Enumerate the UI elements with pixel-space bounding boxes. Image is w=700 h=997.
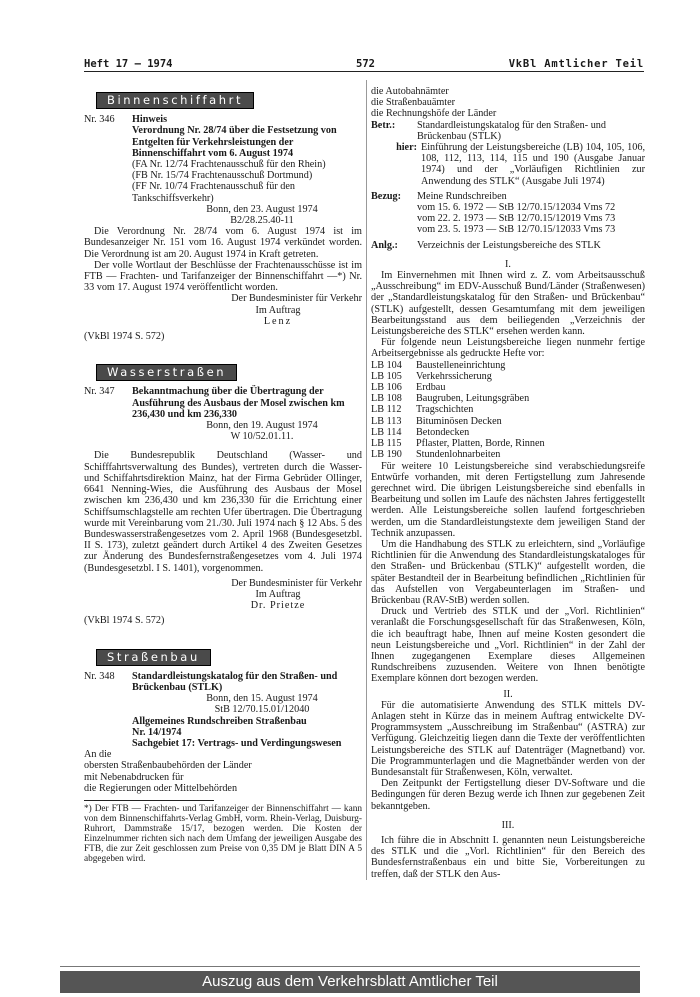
paragraph: Den Zeitpunkt der Fertigstellung dieser DV-Software und die Bedingungen für deren Bezug werde ich Ihnen zur gegebenen Zeit bekanntgeben. xyxy=(371,778,645,812)
entry-348 xyxy=(84,671,362,749)
header-publication: VkBl Amtlicher Teil xyxy=(508,58,644,70)
section-banner-binnenschiffahrt: Binnenschiffahrt xyxy=(96,92,254,109)
reference-line: vom 22. 2. 1973 — StB 12/70.15/12019 Vms 73 xyxy=(417,213,616,225)
hier-block xyxy=(371,142,645,187)
attachment-label: Anlg.: xyxy=(371,239,398,251)
footer-banner: Auszug aus dem Verkehrsblatt Amtlicher Teil xyxy=(60,971,640,993)
footer-rule xyxy=(60,966,640,967)
subject-block xyxy=(371,120,645,142)
header-rule xyxy=(84,71,644,72)
section-heading-1: I. xyxy=(505,258,511,270)
list-item: LB 113 Bituminösen Decken xyxy=(371,415,502,427)
addressee-line: die Rechnungshöfe der Länder xyxy=(371,108,497,120)
section-banner-strassenbau: Straßenbau xyxy=(96,649,211,666)
addressee-line: obersten Straßenbaubehörden der Länder xyxy=(84,760,252,772)
entry-number: Nr. 346 xyxy=(84,114,115,126)
column-divider xyxy=(366,80,367,880)
entry-title: Bekanntmachung über die Übertragung der Ausführung des Ausbaus der Mosel zwischen km 236,430 und km 236,330 xyxy=(132,386,345,420)
signature-authority: Der Bundesminister für Verkehr xyxy=(231,293,362,305)
list-item: LB 115 Pflaster, Platten, Borde, Rinnen xyxy=(371,438,545,450)
attachment-value: Verzeichnis der Leistungsbereiche des STLK xyxy=(417,239,601,251)
entry-kind: Hinweis xyxy=(132,114,168,126)
paragraph: Die Verordnung Nr. 28/74 vom 6. August 1974 ist im Bundesanzeiger Nr. 151 vom 16. August 1974 verkündet worden. Die Verordnung ist am 20. August 1974 in Kraft getreten. xyxy=(84,226,362,260)
entry-number: Nr. 348 xyxy=(84,670,115,682)
circular-number: Nr. 14/1974 xyxy=(132,726,182,738)
section-banner-wasserstrassen: Wasserstraßen xyxy=(96,364,237,381)
citation: (VkBl 1974 S. 572) xyxy=(84,331,165,343)
entry-title: Verordnung Nr. 28/74 über die Festsetzung von Entgelten für Verkehrsleistungen der Binnenschiffahrt vom 6. August 1974 xyxy=(132,125,337,159)
left-column xyxy=(84,92,362,864)
fa-line-2: (FB Nr. 15/74 Frachtenausschuß Dortmund) xyxy=(132,170,313,182)
footnote: *) Der FTB — Frachten- und Tarifanzeiger der Binnenschiffahrt — kann von dem Binnenschiffahrts-Verlag GmbH, vorm. Rhein-Verlag, Duisburg-Ruhrort, Dammstraße 15/17, bezogen werden. Die Kosten der Einzelnummer richten sich nach dem Umfang der jeweiligen Ausgabe des FTB, die zur Zeit geschlossen zum Preise von 0,35 DM je Blatt DIN A 5 abgegeben wird. xyxy=(84,803,362,864)
paragraph: Der volle Wortlaut der Beschlüsse der Frachtenausschüsse ist im FTB — Frachten- und Tarifanzeiger der Binnenschiffahrt —*) Nr. 33 vom 17. August 1974 veröffentlicht worden. xyxy=(84,259,362,294)
list-item: LB 108 Baugruben, Leitungsgräben xyxy=(371,393,530,405)
list-item: LB 112 Tragschichten xyxy=(371,404,474,416)
section-heading-3: III. xyxy=(501,819,515,831)
circular-title: Allgemeines Rundschreiben Straßenbau xyxy=(132,715,307,727)
entry-reference: W 10/52.01.11. xyxy=(230,431,294,443)
hier-label: hier: xyxy=(396,142,417,154)
signature-order: Im Auftrag xyxy=(255,588,301,600)
entry-date: Bonn, den 15. August 1974 xyxy=(206,693,318,705)
entry-347 xyxy=(84,386,362,442)
header-issue: Heft 17 — 1974 xyxy=(84,58,173,70)
section-heading-2: II. xyxy=(503,688,513,700)
addressee-line: die Regierungen oder Mittelbehörden xyxy=(84,782,238,794)
reference-label: Bezug: xyxy=(371,190,401,202)
addressee-line: die Autobahnämter xyxy=(371,86,449,97)
reference-line: vom 23. 5. 1973 — StB 12/70.15/12033 Vms 73 xyxy=(417,224,616,236)
header-page-number: 572 xyxy=(356,58,375,70)
paragraph: Für die automatisierte Anwendung des STLK mittels DV-Anlagen steht in Kürze das in meinem Auftrag entwickelte DV-Programmsystem „Ausschreibung im Straßenbau“ (ASTRA) zur Verfügung. Gleichzeitig liegen dann die Texte der veröffentlichten Leistungsbereiche des STLK auf Datenträger (Magnetband) vor. Die Programmunterlagen und die Magnetbänder werden von der Bundesanstalt für Straßenwesen, Köln, verwaltet. xyxy=(371,699,645,778)
addressee-line: die Straßenbauämter xyxy=(371,97,456,109)
lb-list xyxy=(371,360,645,461)
hier-value: Einführung der Leistungsbereiche (LB) 104, 105, 106, 108, 112, 113, 114, 115 und 190 (Ausgabe Januar 1974) und der „Vorläufigen Richtlinien zur Anwendung des STLK“ (Ausgabe Juli 1974) xyxy=(421,142,645,187)
paragraph: Um die Handhabung des STLK zu erleichtern, sind „Vorläufige Richtlinien für die Anwendung des Standardleistungskataloges für den Straßen- und Brückenbau (STLK)“ aufgestellt worden, die später Bestandteil der in Bearbeitung befindlichen „Richtlinien für das Aufstellen von Vergabeunterlagen im Straßen- und Brückenbau (RAV-StB) werden sollen. xyxy=(371,538,645,606)
paragraph: Für folgende neun Leistungsbereiche liegen nunmehr fertige Arbeitsergebnisse als gedruckte Hefte vor: xyxy=(371,337,645,360)
paragraph: Ich führe die in Abschnitt I. genannten neun Leistungsbereiche des STLK und die „Vorl. Richtlinien“ für den Bereich des Bundesfernstraßenbaus ein und bitte Sie, Vorbereitungen zu treffen, daß der STLK den Aus- xyxy=(371,835,645,880)
entry-title: Standardleistungskatalog für den Straßen- und Brückenbau (STLK) xyxy=(132,670,338,693)
right-column xyxy=(371,86,645,880)
signature-authority: Der Bundesminister für Verkehr xyxy=(231,577,362,589)
entry-reference: B2/28.25.40-11 xyxy=(230,215,294,227)
subject-label: Betr.: xyxy=(371,119,396,131)
entry-number: Nr. 347 xyxy=(84,386,115,398)
entry-346 xyxy=(84,114,362,226)
paragraph: Für weitere 10 Leistungsbereiche sind verabschiedungsreife Entwürfe vorhanden, mit deren Fertigstellung zum Jahresende gerechnet wird. Die übrigen Leistungsbereiche sind ebenfalls in Bearbeitung und sollen im Laufe des nächsten Jahres fertiggestellt werden. Alle Leistungsbereiche sollen laufend fortgeschrieben werden, um die Standardleistungstexte dem jeweiligen Stand der Technik anzupassen. xyxy=(371,460,645,539)
paragraph: Druck und Vertrieb des STLK und der „Vorl. Richtlinien“ veranlaßt die Forschungsgesellschaft für das Straßenwesen, Köln, die ich beauftragt habe, Ihnen auf meine Kosten gesondert die neun Leistungsbereiche und „Vorl. Richtlinien“ in der Zahl der Ihnen zugegangenen Exemplare dieses Allgemeinen Rundschreibens zuzusenden. Weitere von Ihnen benötigte Exemplare können dort bezogen werden. xyxy=(371,606,645,685)
list-item: LB 105 Verkehrssicherung xyxy=(371,370,492,382)
list-item: LB 106 Erdbau xyxy=(371,382,446,394)
list-item: LB 104 Baustelleneinrichtung xyxy=(371,359,506,371)
fa-line-3: (FF Nr. 10/74 Frachtenausschuß für den Tankschiffsverkehr) xyxy=(132,181,295,204)
citation: (VkBl 1974 S. 572) xyxy=(84,615,165,627)
addressee-line: mit Nebenabdrucken für xyxy=(84,771,184,783)
addressee-line: An die xyxy=(84,749,112,761)
list-item: LB 114 Betondecken xyxy=(371,426,470,438)
entry-date: Bonn, den 19. August 1974 xyxy=(206,420,318,432)
signature-name: Lenz xyxy=(263,315,293,327)
reference-line: vom 15. 6. 1972 — StB 12/70.15/12034 Vms 72 xyxy=(417,202,616,214)
entry-reference: StB 12/70.15.01/12040 xyxy=(214,704,310,716)
entry-date: Bonn, den 23. August 1974 xyxy=(206,203,318,215)
subject-value: Standardleistungskatalog für den Straßen- und Brückenbau (STLK) xyxy=(417,119,606,142)
circular-subject: Sachgebiet 17: Vertrags- und Verdingungswesen xyxy=(132,737,342,749)
list-item: LB 190 Stundenlohnarbeiten xyxy=(371,449,501,461)
signature-name: Dr. Prietze xyxy=(250,600,306,612)
reference-line: Meine Rundschreiben xyxy=(417,190,507,202)
attachment-block xyxy=(371,240,645,251)
paragraph: Die Bundesrepublik Deutschland (Wasser- und Schifffahrtsverwaltung des Bundes), vertreten durch die Wasser- und Schiffahrtsdirektion Mainz, hat der Firma Gebrüder Ollinger, 6641 Nenning-Wies, die Ausführung des Ausbaus der Mosel zwischen km 236,430 und km 236,330 für die Errichtung einer Schiffsumschlagstelle am rechten Ufer übertragen. Die Übertragung wurde mit Vereinbarung vom 21./30. Juli 1974 nach § 12 Abs. 5 des Bundeswasserstraßengesetzes vom 2. April 1968 (Bundesgesetzbl. II S. 173), zuletzt geändert durch Artikel 4 des Zweiten Gesetzes zur Änderung des Bundesfernstraßengesetzes vom 4. Juli 1974 (Bundesgesetzbl. I S. 1401), vorgenommen. xyxy=(84,450,362,574)
paragraph: Im Einvernehmen mit Ihnen wird z. Z. vom Arbeitsausschuß „Ausschreibung“ im EDV-Ausschuß Bund/Länder (Straßenwesen) der „Standardleistungskatalog für den Straßen- und Brückenbau“ (STLK) aufgestellt, dessen Gesamtumfang mit dem jeweiligen Bearbeitungsstand aus dem beiliegenden „Verzeichnis der Leistungsbereiche des STLK“ ersehen werden kann. xyxy=(371,270,645,338)
footnote-rule xyxy=(84,800,214,801)
reference-block xyxy=(371,191,645,236)
signature-order: Im Auftrag xyxy=(255,304,301,316)
fa-line-1: (FA Nr. 12/74 Frachtenausschuß für den Rhein) xyxy=(132,159,326,171)
